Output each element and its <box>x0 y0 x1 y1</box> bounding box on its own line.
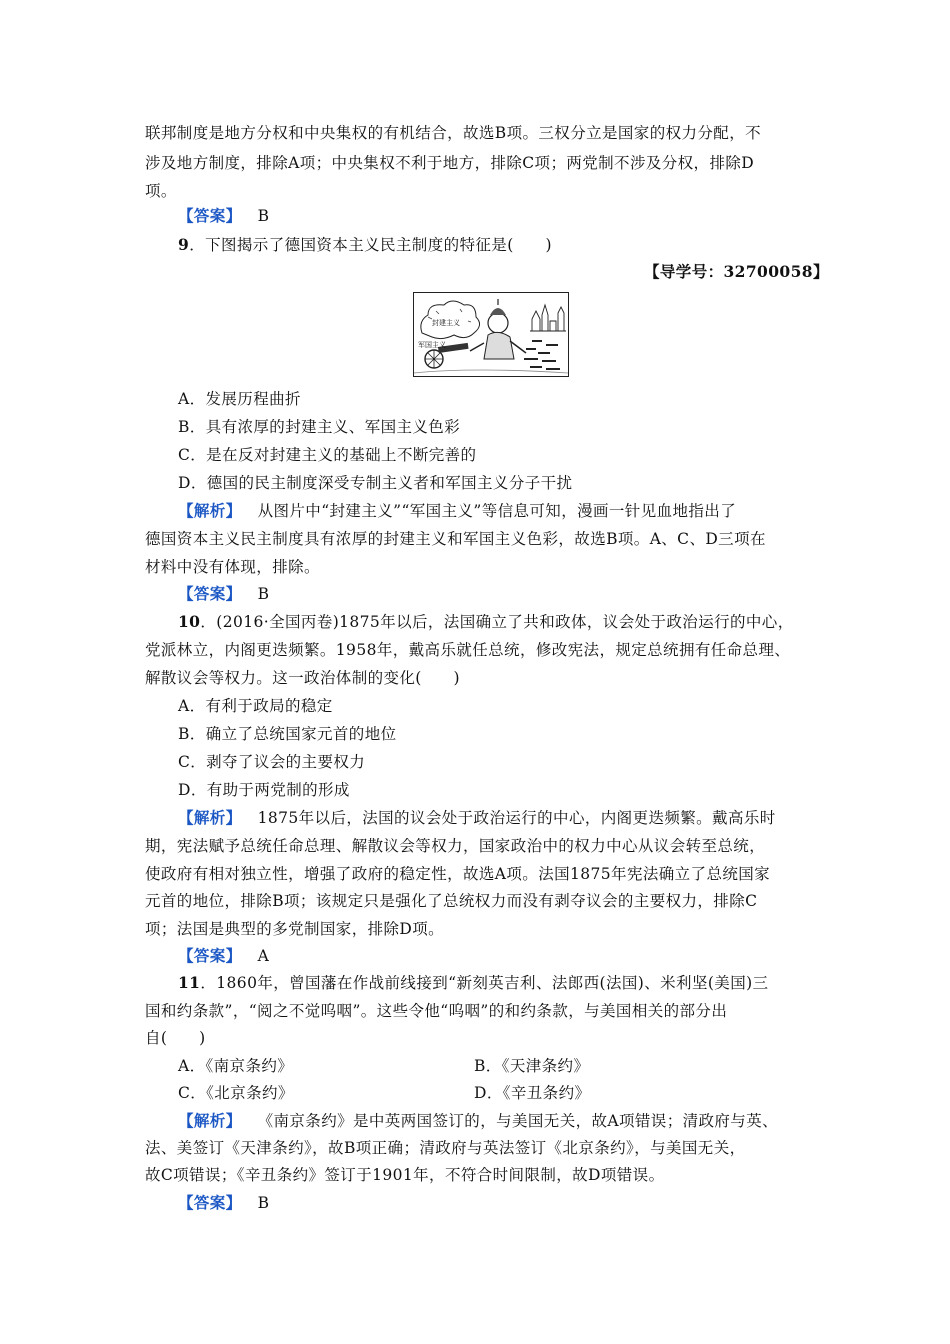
answer-tag: 【答案】 <box>178 946 242 965</box>
answer-tag: 【答案】 <box>178 584 242 603</box>
answer-value: B <box>257 585 270 603</box>
analysis-tag: 【解析】 <box>178 1111 242 1130</box>
q11-answer <box>178 1193 269 1213</box>
q10-analysis-line: 项；法国是典型的多党制国家，排除D项。 <box>145 920 445 938</box>
q9-option-b: B．具有浓厚的封建主义、军国主义色彩 <box>178 418 461 436</box>
question-number: 10 <box>178 612 201 631</box>
q9-option-a: A．发展历程曲折 <box>178 390 301 408</box>
q10-stem-line: 解散议会等权力。这一政治体制的变化( ) <box>145 669 460 687</box>
q10-option-b: B．确立了总统国家元首的地位 <box>178 725 397 743</box>
q11-option-c: C．《北京条约》 <box>178 1084 294 1102</box>
q8-analysis-line: 涉及地方制度，排除A项；中央集权不利于地方，排除C项；两党制不涉及分权，排除D <box>145 154 755 172</box>
q11-stem: 11．1860年，曾国藩在作战前线接到“新刻英吉利、法郎西(法国)、米利坚(美国)三 <box>178 973 769 992</box>
q10-option-a: A．有利于政局的稳定 <box>178 697 333 715</box>
q11-option-d: D．《辛丑条约》 <box>474 1084 591 1102</box>
q11-stem-line: 国和约条款”，“阅之不觉呜咽”。这些令他“呜咽”的和约条款，与美国相关的部分出 <box>145 1002 728 1020</box>
question-text: 下图揭示了德国资本主义民主制度的特征是( ) <box>205 236 552 254</box>
q11-option-b: B．《天津条约》 <box>474 1057 590 1075</box>
cartoon-figure <box>413 292 569 377</box>
guide-number: 【导学号：32700058】 <box>644 262 829 281</box>
q10-answer <box>178 946 269 966</box>
q9-analysis-line: 材料中没有体现，排除。 <box>145 558 320 576</box>
figure-label-feudalism: 封建主义 <box>432 319 460 327</box>
analysis-text: 从图片中“封建主义”“军国主义”等信息可知，漫画一针见血地指出了 <box>257 502 737 520</box>
q10-analysis <box>178 808 776 828</box>
answer-value: A <box>257 947 270 965</box>
q11-analysis <box>178 1111 778 1131</box>
q10-stem: 10．(2016·全国丙卷)1875年以后，法国确立了共和政体，议会处于政治运行的中心， <box>178 612 794 631</box>
q9-stem: 9．下图揭示了德国资本主义民主制度的特征是( ) <box>178 235 552 254</box>
analysis-tag: 【解析】 <box>178 501 242 520</box>
q9-option-d: D．德国的民主制度深受专制主义者和军国主义分子干扰 <box>178 474 573 492</box>
answer-value: B <box>257 1194 270 1212</box>
q11-option-a: A．《南京条约》 <box>178 1057 294 1075</box>
q9-option-c: C．是在反对封建主义的基础上不断完善的 <box>178 446 477 464</box>
q8-answer <box>178 206 269 226</box>
q8-analysis-line: 项。 <box>145 182 177 200</box>
q8-analysis-line: 联邦制度是地方分权和中央集权的有机结合，故选B项。三权分立是国家的权力分配，不 <box>145 124 761 142</box>
answer-value: B <box>257 207 270 225</box>
analysis-text: 1875年以后，法国的议会处于政治运行的中心，内阁更迭频繁。戴高乐时 <box>257 809 776 827</box>
question-number: 9 <box>178 235 190 254</box>
q11-analysis-line: 法、美签订《天津条约》，故B项正确；清政府与英法签订《北京条约》，与美国无关， <box>145 1139 746 1157</box>
q11-analysis-line: 故C项错误；《辛丑条约》签订于1901年，不符合时间限制，故D项错误。 <box>145 1166 665 1184</box>
q10-stem-line: 党派林立，内阁更迭频繁。1958年，戴高乐就任总统，修改宪法，规定总统拥有任命总理、 <box>145 641 791 659</box>
q9-analysis-line: 德国资本主义民主制度具有浓厚的封建主义和军国主义色彩，故选B项。A、C、D三项在 <box>145 530 766 548</box>
figure-label-militarism: 军国主义 <box>418 341 446 349</box>
question-text: (2016·全国丙卷)1875年以后，法国确立了共和政体，议会处于政治运行的中心， <box>216 613 794 631</box>
q10-option-c: C．剥夺了议会的主要权力 <box>178 753 366 771</box>
answer-tag: 【答案】 <box>178 206 242 225</box>
q10-analysis-line: 期，宪法赋予总统任命总理、解散议会等权力，国家政治中的权力中心从议会转至总统， <box>145 837 766 855</box>
q9-analysis <box>178 501 736 521</box>
q10-analysis-line: 使政府有相对独立性，增强了政府的稳定性，故选A项。法国1875年宪法确立了总统国家 <box>145 865 771 883</box>
q11-stem-line: 自( ) <box>145 1029 206 1047</box>
question-number: 11 <box>178 973 201 992</box>
question-text: 1860年，曾国藩在作战前线接到“新刻英吉利、法郎西(法国)、米利坚(美国)三 <box>216 974 769 992</box>
answer-tag: 【答案】 <box>178 1193 242 1212</box>
q10-option-d: D．有助于两党制的形成 <box>178 781 350 799</box>
q10-analysis-line: 元首的地位，排除B项；该规定只是强化了总统权力而没有剥夺议会的主要权力，排除C <box>145 892 758 910</box>
cartoon-drawing <box>414 293 568 376</box>
analysis-text: 《南京条约》是中英两国签订的，与美国无关，故A项错误；清政府与英、 <box>257 1112 779 1130</box>
analysis-tag: 【解析】 <box>178 808 242 827</box>
q9-answer <box>178 584 269 604</box>
